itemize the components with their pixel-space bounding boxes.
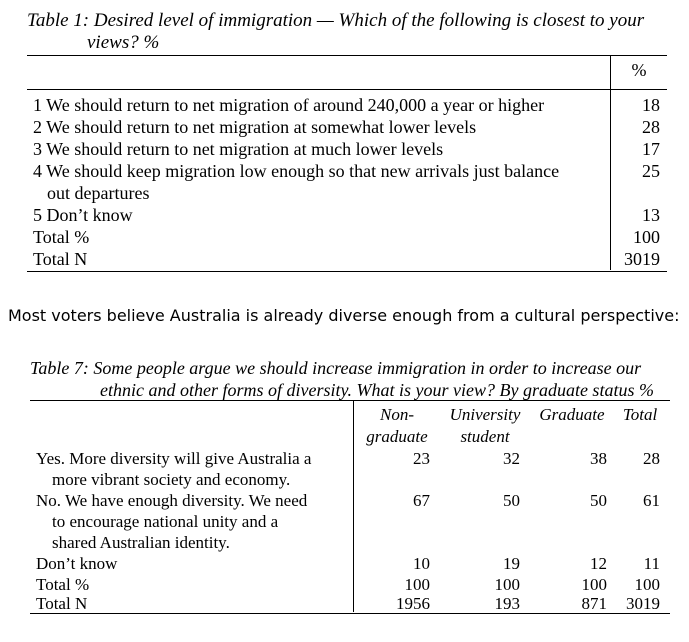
- table1-caption-line1: Table 1: Desired level of immigration — Which of the following is closest to your: [27, 10, 645, 31]
- value-non-graduate: 1956: [396, 594, 430, 613]
- row-value: 28: [642, 117, 660, 137]
- header-university-line1: University: [449, 405, 521, 424]
- table7-caption-line2: ethnic and other forms of diversity. What is your view? By graduate status %: [100, 380, 654, 400]
- row-label: Yes. More diversity will give Australia a: [36, 449, 312, 468]
- value-university: 100: [494, 575, 520, 594]
- value-total: 100: [634, 575, 660, 594]
- table1-caption-line2: views? %: [87, 32, 160, 53]
- value-non-graduate: 67: [413, 491, 430, 510]
- table1-caption: [27, 10, 667, 54]
- row-label: Total N: [36, 594, 88, 613]
- table7-caption: [30, 357, 680, 401]
- row-value: 25: [642, 161, 660, 181]
- header-non-graduate: [362, 404, 432, 448]
- row-label-continuation: more vibrant society and economy.: [52, 470, 291, 489]
- header-graduate-label: Graduate: [539, 405, 605, 424]
- row-label: 1 We should return to net migration of around 240,000 a year or higher: [33, 95, 545, 115]
- row-value: 3019: [624, 249, 660, 269]
- table7-column-divider: [353, 401, 354, 612]
- header-graduate: [533, 404, 611, 426]
- row-label: Don’t know: [36, 554, 118, 573]
- row-label: Total %: [36, 575, 90, 594]
- value-total: 28: [643, 449, 660, 468]
- row-label: 2 We should return to net migration at somewhat lower levels: [33, 117, 477, 137]
- value-graduate: 38: [590, 449, 607, 468]
- value-university: 19: [503, 554, 520, 573]
- value-graduate: 100: [581, 575, 607, 594]
- header-total: [615, 404, 665, 426]
- value-total: 61: [643, 491, 660, 510]
- header-non-graduate-line1: Non-: [380, 405, 414, 424]
- value-graduate: 12: [590, 554, 607, 573]
- table1: [27, 55, 667, 272]
- table1-percent-header: %: [631, 60, 647, 80]
- value-non-graduate: 23: [413, 449, 430, 468]
- table7: [30, 400, 670, 614]
- row-label-continuation: to encourage national unity and a: [52, 512, 279, 531]
- value-total: 3019: [626, 594, 660, 613]
- row-label-continuation: shared Australian identity.: [52, 533, 230, 552]
- value-university: 193: [494, 594, 520, 613]
- table1-header-rule: [27, 89, 667, 90]
- value-total: 11: [643, 554, 660, 573]
- header-total-label: Total: [622, 405, 658, 424]
- row-label: Total %: [33, 227, 90, 247]
- header-university-student: [440, 404, 530, 448]
- row-label: Total N: [33, 249, 88, 269]
- intro-text: Most voters believe Australia is already diverse enough from a cultural perspective:: [8, 306, 680, 325]
- value-university: 32: [503, 449, 520, 468]
- row-label: 3 We should return to net migration at much lower levels: [33, 139, 444, 159]
- header-university-line2: student: [460, 427, 510, 446]
- value-non-graduate: 100: [404, 575, 430, 594]
- header-non-graduate-line2: graduate: [366, 427, 428, 446]
- value-university: 50: [503, 491, 520, 510]
- value-graduate: 50: [590, 491, 607, 510]
- row-value: 18: [642, 95, 660, 115]
- row-label: 4 We should keep migration low enough so that new arrivals just balance: [33, 161, 560, 181]
- row-value: 100: [633, 227, 660, 247]
- row-value: 17: [642, 139, 660, 159]
- row-label-continuation: out departures: [47, 183, 150, 203]
- row-label: No. We have enough diversity. We need: [36, 491, 308, 510]
- row-label: 5 Don’t know: [33, 205, 133, 225]
- row-value: 13: [642, 205, 660, 225]
- value-non-graduate: 10: [413, 554, 430, 573]
- value-graduate: 871: [581, 594, 607, 613]
- table7-caption-line1: Table 7: Some people argue we should increase immigration in order to increase our: [30, 358, 642, 378]
